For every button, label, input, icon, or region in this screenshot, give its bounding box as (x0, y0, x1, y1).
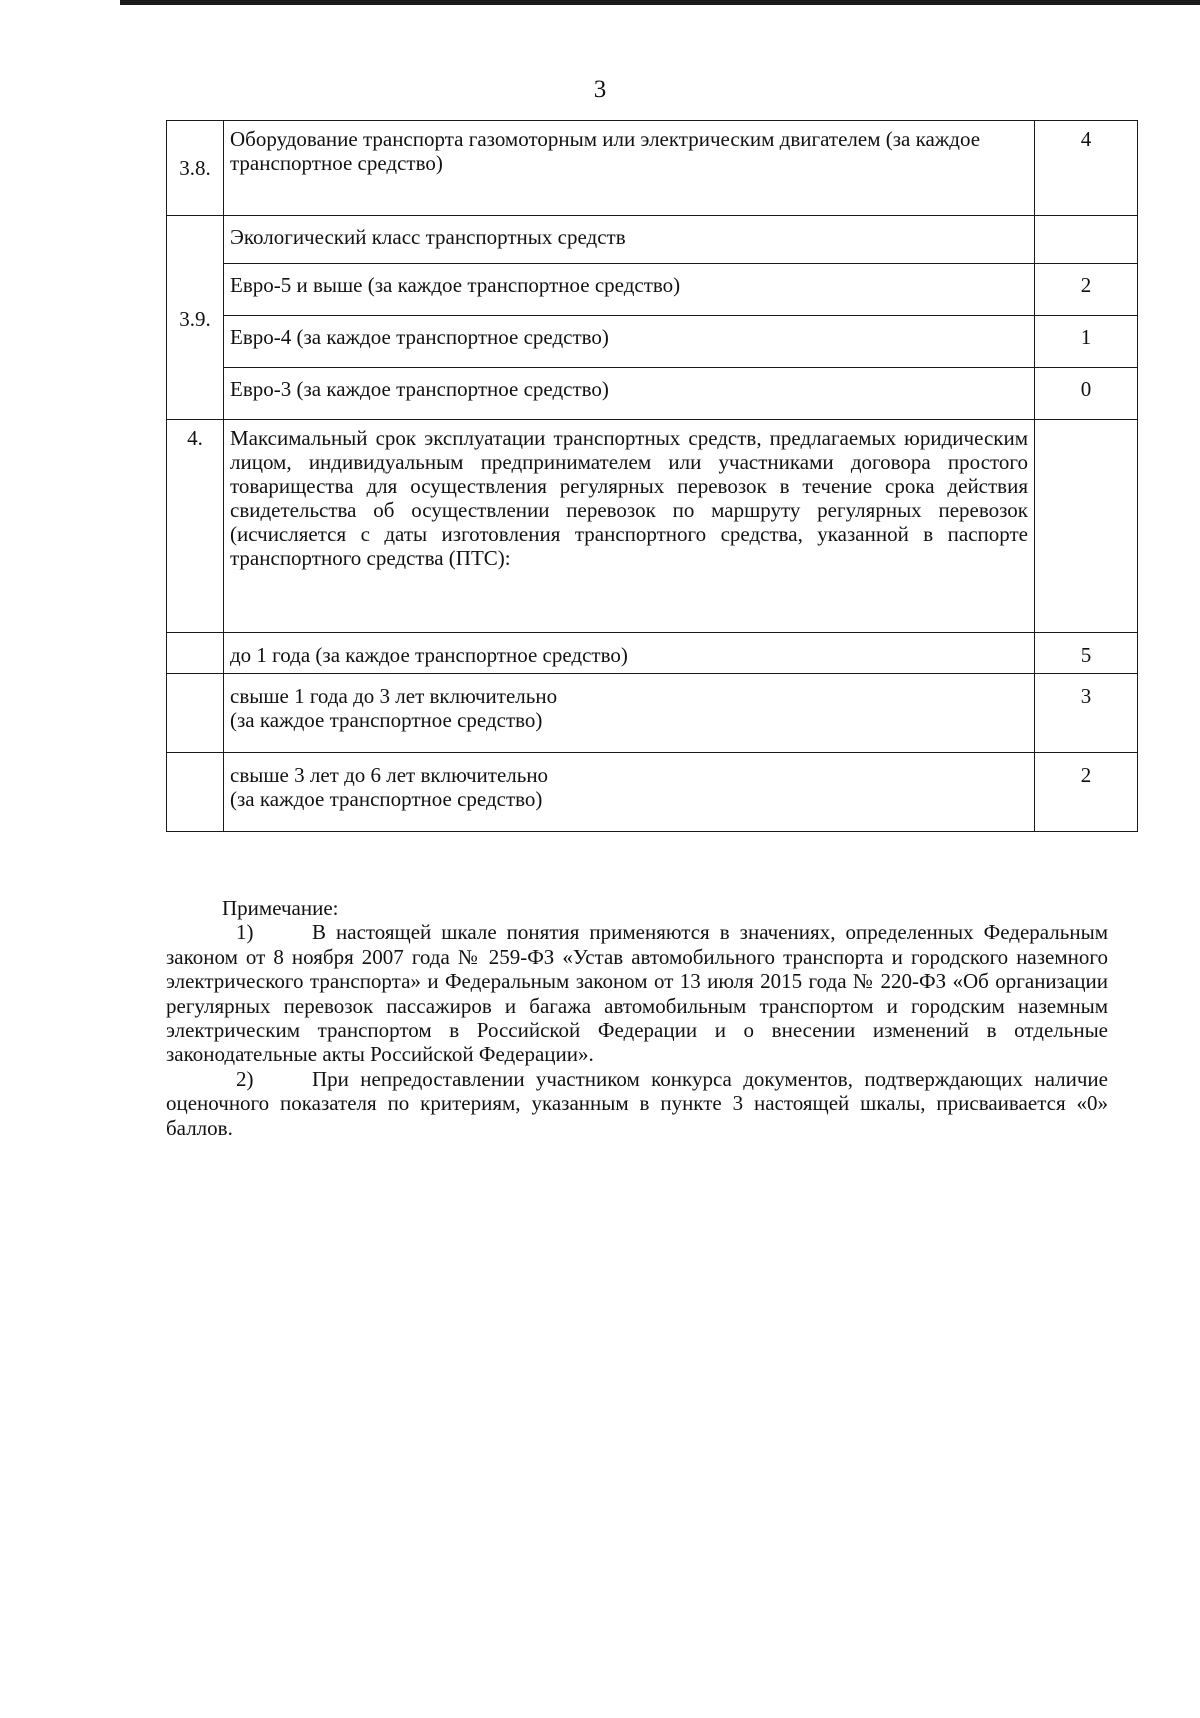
note-item-text: При непредоставлении участником конкурса документов, подтверждающих наличие оценочного показателя по критериям, указанным в пункте 3 настоящей шкалы, присваивается «0» баллов. (166, 1066, 1108, 1140)
row-description: Оборудование транспорта газомоторным или электрическим двигателем (за каждое транспортное средство) (224, 121, 1035, 216)
table-row (167, 633, 1138, 674)
note-item-text: В настоящей шкале понятия применяются в значениях, определенных Федеральным законом от 8 ноября 2007 года № 259-ФЗ «Устав автомобильного транспорта и городского наземного электрического транспорта» и Федеральным законом от 13 июля 2015 года № 220-ФЗ «Об организации регулярных перевозок пассажиров и багажа автомобильным транспортом и городским наземным электрическим транспортом в Российской Федерации и о внесении изменений в отдельные законодательные акты Российской Федерации». (166, 920, 1108, 1067)
table-row (167, 121, 1138, 216)
table-row (167, 753, 1138, 832)
row-description: до 1 года (за каждое транспортное средство) (224, 633, 1035, 674)
row-description: Максимальный срок эксплуатации транспортных средств, предлагаемых юридическим лицом, индивидуальным предпринимателем или участниками договора простого товарищества для осуществления регулярных перевозок в течение срока действия свидетельства об осуществлении перевозок по маршруту регулярных перевозок (исчисляется с даты изготовления транспортного средства, указанной в паспорте транспортного средства (ПТС): (224, 420, 1035, 633)
row-description-line: (за каждое транспортное средство) (230, 708, 543, 732)
row-number: 3.8. (167, 121, 224, 216)
table-row (167, 216, 1138, 264)
table-row (167, 368, 1138, 420)
note-section (166, 896, 1108, 1140)
row-description-line: свыше 1 года до 3 лет включительно (230, 684, 558, 708)
row-score: 0 (1035, 368, 1138, 420)
table-row (167, 264, 1138, 316)
row-number (167, 753, 224, 832)
row-score: 5 (1035, 633, 1138, 674)
table-row (167, 674, 1138, 753)
row-description (224, 674, 1035, 753)
row-score: 1 (1035, 316, 1138, 368)
row-score: 4 (1035, 121, 1138, 216)
note-item (166, 1067, 1108, 1140)
note-item-index: 2) (236, 1066, 254, 1091)
row-number (167, 633, 224, 674)
scoring-table (166, 120, 1138, 832)
scan-top-edge (120, 0, 1200, 5)
row-description (224, 753, 1035, 832)
row-score: 3 (1035, 674, 1138, 753)
table-row (167, 420, 1138, 633)
row-score (1035, 420, 1138, 633)
table-row (167, 316, 1138, 368)
row-description-line: (за каждое транспортное средство) (230, 787, 543, 811)
page-number: 3 (593, 76, 607, 103)
note-item-index: 1) (236, 920, 254, 945)
row-score (1035, 216, 1138, 264)
note-item (166, 920, 1108, 1066)
row-description-line: свыше 3 лет до 6 лет включительно (230, 763, 549, 787)
row-description: Евро-3 (за каждое транспортное средство) (224, 368, 1035, 420)
row-score: 2 (1035, 753, 1138, 832)
note-title: Примечание: (222, 896, 339, 920)
row-number: 3.9. (167, 216, 224, 420)
row-description: Евро-4 (за каждое транспортное средство) (224, 316, 1035, 368)
row-number (167, 674, 224, 753)
row-score: 2 (1035, 264, 1138, 316)
row-description: Экологический класс транспортных средств (224, 216, 1035, 264)
row-description: Евро-5 и выше (за каждое транспортное средство) (224, 264, 1035, 316)
row-number: 4. (167, 420, 224, 633)
